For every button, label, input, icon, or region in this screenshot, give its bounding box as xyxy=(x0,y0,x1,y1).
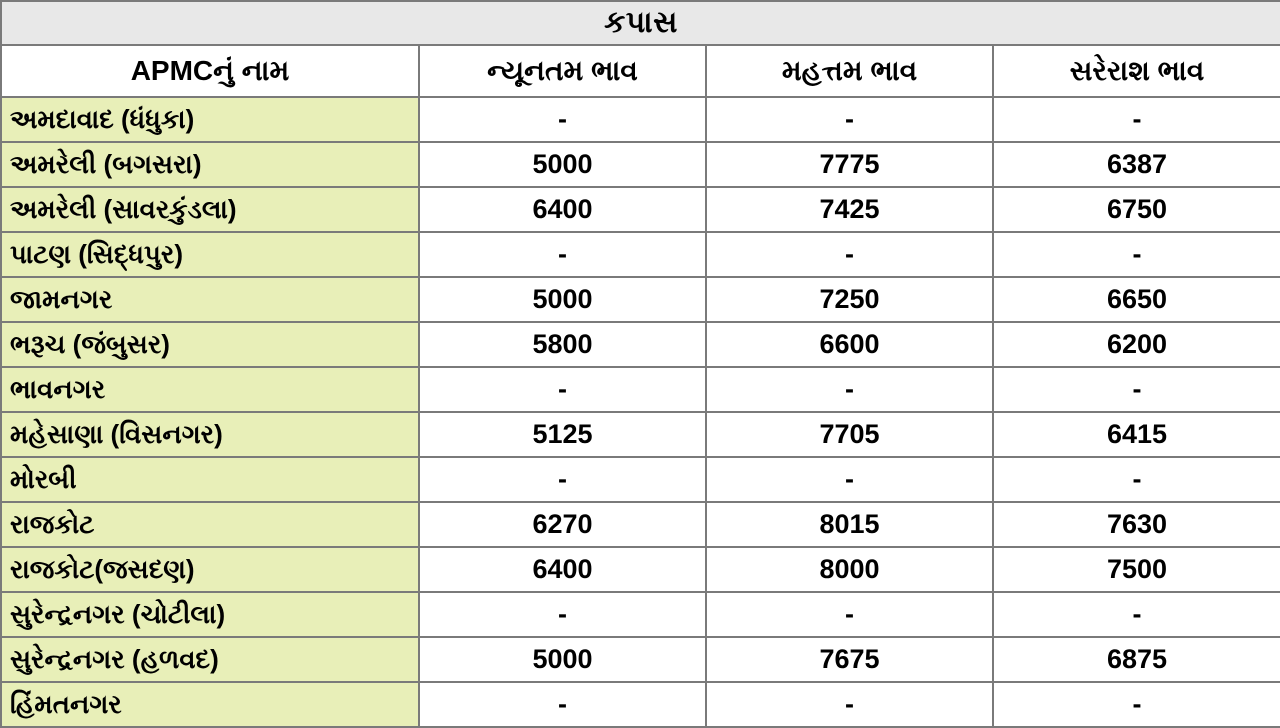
cell-max-price: - xyxy=(706,97,993,142)
cell-max-price: 7425 xyxy=(706,187,993,232)
cell-avg-price: - xyxy=(993,682,1280,727)
table-row xyxy=(1,232,1280,277)
cell-apmc-name: સુરેન્દ્રનગર (ચોટીલા) xyxy=(1,592,419,637)
table-row xyxy=(1,412,1280,457)
cell-apmc-name: સુરેન્દ્રનગર (હળવદ) xyxy=(1,637,419,682)
cell-min-price: - xyxy=(419,592,706,637)
cell-min-price: - xyxy=(419,682,706,727)
table-row xyxy=(1,187,1280,232)
cell-min-price: - xyxy=(419,97,706,142)
table-body xyxy=(1,97,1280,727)
cell-avg-price: 7630 xyxy=(993,502,1280,547)
cell-avg-price: 6650 xyxy=(993,277,1280,322)
cell-max-price: 7705 xyxy=(706,412,993,457)
cell-apmc-name: ભાવનગર xyxy=(1,367,419,412)
table-row xyxy=(1,637,1280,682)
cell-min-price: - xyxy=(419,232,706,277)
cell-avg-price: 6387 xyxy=(993,142,1280,187)
cell-min-price: 6270 xyxy=(419,502,706,547)
table-row xyxy=(1,502,1280,547)
cell-avg-price: 6750 xyxy=(993,187,1280,232)
cell-avg-price: - xyxy=(993,592,1280,637)
table-header-row xyxy=(1,45,1280,97)
cell-apmc-name: અમરેલી (બગસરા) xyxy=(1,142,419,187)
cell-max-price: 8015 xyxy=(706,502,993,547)
cell-max-price: - xyxy=(706,367,993,412)
table-row xyxy=(1,547,1280,592)
cell-min-price: 6400 xyxy=(419,547,706,592)
cell-apmc-name: પાટણ (સિદ્ધપુર) xyxy=(1,232,419,277)
cell-apmc-name: ભરૂચ (જંબુસર) xyxy=(1,322,419,367)
table-row xyxy=(1,277,1280,322)
cell-min-price: 5125 xyxy=(419,412,706,457)
cell-max-price: - xyxy=(706,592,993,637)
cell-max-price: - xyxy=(706,457,993,502)
table-row xyxy=(1,322,1280,367)
table-row xyxy=(1,367,1280,412)
cell-avg-price: 7500 xyxy=(993,547,1280,592)
cell-apmc-name: અમરેલી (સાવરકુંડલા) xyxy=(1,187,419,232)
cell-avg-price: 6875 xyxy=(993,637,1280,682)
cell-avg-price: - xyxy=(993,457,1280,502)
cell-max-price: 7250 xyxy=(706,277,993,322)
cell-apmc-name: રાજકોટ(જસદણ) xyxy=(1,547,419,592)
cell-max-price: 7775 xyxy=(706,142,993,187)
table-row xyxy=(1,592,1280,637)
cell-apmc-name: મોરબી xyxy=(1,457,419,502)
cell-min-price: - xyxy=(419,457,706,502)
cell-min-price: 5800 xyxy=(419,322,706,367)
cell-avg-price: 6415 xyxy=(993,412,1280,457)
column-header-min-price: ન્યૂનતમ ભાવ xyxy=(419,45,706,97)
cell-max-price: - xyxy=(706,682,993,727)
column-header-max-price: મહત્તમ ભાવ xyxy=(706,45,993,97)
table-row xyxy=(1,97,1280,142)
cell-apmc-name: મહેસાણા (વિસનગર) xyxy=(1,412,419,457)
cell-min-price: 5000 xyxy=(419,142,706,187)
cell-max-price: 8000 xyxy=(706,547,993,592)
cell-min-price: 6400 xyxy=(419,187,706,232)
cell-avg-price: - xyxy=(993,232,1280,277)
cell-apmc-name: હિંમતનગર xyxy=(1,682,419,727)
table-title-row xyxy=(1,1,1280,45)
cell-min-price: 5000 xyxy=(419,637,706,682)
table-row xyxy=(1,457,1280,502)
cell-avg-price: - xyxy=(993,97,1280,142)
page-title: કપાસ xyxy=(1,1,1280,45)
table-row xyxy=(1,682,1280,727)
cell-apmc-name: રાજકોટ xyxy=(1,502,419,547)
cell-apmc-name: જામનગર xyxy=(1,277,419,322)
cell-avg-price: 6200 xyxy=(993,322,1280,367)
cell-min-price: 5000 xyxy=(419,277,706,322)
cell-min-price: - xyxy=(419,367,706,412)
cell-apmc-name: અમદાવાદ (ધંધુકા) xyxy=(1,97,419,142)
table-row xyxy=(1,142,1280,187)
cell-max-price: 7675 xyxy=(706,637,993,682)
column-header-apmc-name: APMCનું નામ xyxy=(1,45,419,97)
cell-max-price: - xyxy=(706,232,993,277)
column-header-avg-price: સરેરાશ ભાવ xyxy=(993,45,1280,97)
cell-max-price: 6600 xyxy=(706,322,993,367)
cell-avg-price: - xyxy=(993,367,1280,412)
